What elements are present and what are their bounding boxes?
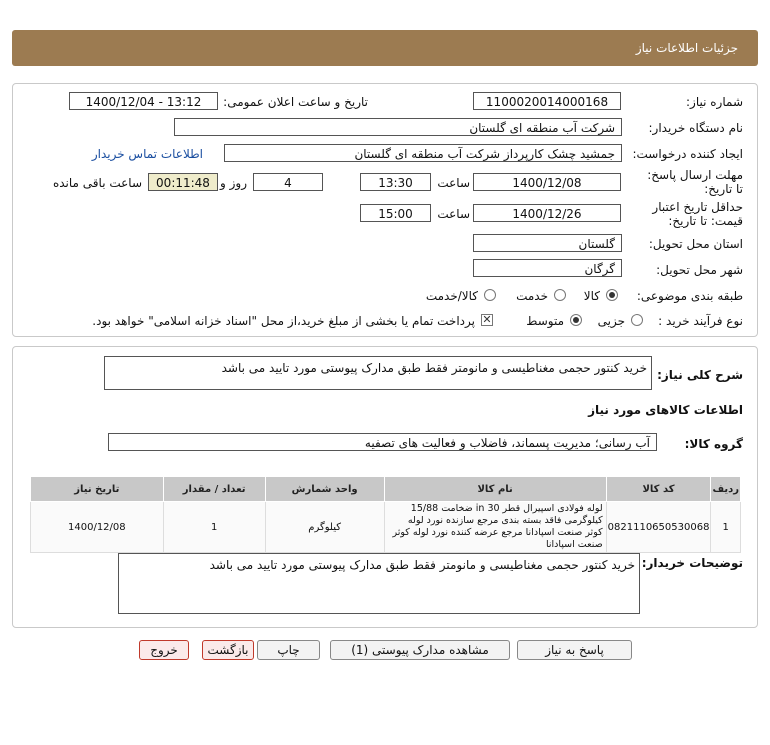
page-header: جزئیات اطلاعات نیاز (12, 30, 758, 66)
treasury-payment-note: پرداخت تمام یا بخشی از مبلغ خرید،از محل "اسناد خزانه اسلامی" خواهد بود. (92, 314, 475, 328)
province-field: گلستان (473, 234, 622, 252)
remaining-label: ساعت باقی مانده (52, 176, 142, 190)
category-radio-goods-service[interactable] (484, 289, 496, 301)
treasury-payment-checkbox[interactable]: ✕ (482, 313, 492, 326)
validity-date-field: 1400/12/26 (473, 204, 621, 222)
col-code: کد کالا (606, 477, 711, 502)
province-label: استان محل تحویل: (648, 237, 743, 251)
category-option-goods-service: کالا/خدمت (425, 289, 478, 303)
announce-label: تاریخ و ساعت اعلان عمومی: (223, 95, 368, 109)
category-radio-service[interactable] (554, 289, 566, 301)
buyer-notes-label: توضیحات خریدار: (641, 556, 743, 570)
buyer-label: نام دستگاه خریدار: (648, 121, 743, 135)
summary-label: شرح کلی نیاز: (657, 368, 743, 382)
col-qty: تعداد / مقدار (163, 477, 265, 502)
col-unit: واحد شمارش (265, 477, 384, 502)
process-option-minor: جزیی (597, 314, 625, 328)
need-number-label: شماره نیاز: (686, 95, 743, 109)
buyer-notes-field: خرید کنتور حجمی مغناطیسی و مانومتر فقط طبق مدارک پیوستی مورد تایید می باشد (118, 553, 640, 614)
cell-name: لوله فولادی اسپیرال قطر 30 in ضخامت 15/88 کیلوگرمی فاقد بسته بندی مرجع سازنده نورد لوله کوثر صنعت اسپادانا مرجع عرضه کننده نورد لوله کوثر صنعت اسپادانا (384, 502, 606, 553)
view-attachments-button[interactable]: مشاهده مدارک پیوستی (1) (330, 640, 510, 660)
requester-field: جمشید چشک کارپرداز شرکت آب منطقه ای گلستان (224, 144, 622, 162)
col-row: ردیف (711, 477, 741, 502)
goods-group-label: گروه کالا: (684, 437, 743, 451)
validity-time-field: 15:00 (360, 204, 431, 222)
cell-date: 1400/12/08 (31, 502, 164, 553)
back-button[interactable]: بازگشت (202, 640, 254, 660)
col-date: تاریخ نیاز (31, 477, 164, 502)
announce-field: 1400/12/04 - 13:12 (69, 92, 218, 110)
days-label: روز و (220, 176, 247, 190)
goods-section-title: اطلاعات کالاهای مورد نیاز (588, 403, 743, 417)
process-label: نوع فرآیند خرید : (658, 314, 743, 328)
cell-unit: کیلوگرم (265, 502, 384, 553)
remaining-time-field: 00:11:48 (148, 173, 218, 191)
category-label: طبقه بندی موضوعی: (636, 289, 743, 303)
print-button[interactable]: چاپ (257, 640, 320, 660)
goods-group-field: آب رسانی؛ مدیریت پسماند، فاضلاب و فعالیت های تصفیه (108, 433, 657, 451)
need-number-field: 1100020014000168 (473, 92, 621, 110)
goods-table-header (31, 477, 741, 502)
deadline-time-field: 13:30 (360, 173, 431, 191)
validity-label: حداقل تاریخ اعتبار قیمت: تا تاریخ: (652, 200, 743, 228)
summary-field: خرید کنتور حجمی مغناطیسی و مانومتر فقط طبق مدارک پیوستی مورد تایید می باشد (104, 356, 652, 390)
process-radio-medium[interactable] (570, 314, 582, 326)
cell-code: 0821110650530068 (606, 502, 711, 553)
cell-row: 1 (711, 502, 741, 553)
category-option-goods: کالا (583, 289, 600, 303)
table-row (31, 502, 741, 553)
city-label: شهر محل تحویل: (656, 263, 743, 277)
requester-label: ایجاد کننده درخواست: (632, 147, 743, 161)
cell-qty: 1 (163, 502, 265, 553)
process-radio-minor[interactable] (631, 314, 643, 326)
days-field: 4 (253, 173, 323, 191)
category-option-service: خدمت (516, 289, 548, 303)
deadline-time-label: ساعت (437, 176, 470, 190)
goods-table (30, 476, 741, 553)
validity-time-label: ساعت (437, 207, 470, 221)
category-radio-goods[interactable] (606, 289, 618, 301)
process-option-medium: متوسط (526, 314, 564, 328)
exit-button[interactable]: خروج (139, 640, 189, 660)
city-field: گرگان (473, 259, 622, 277)
reply-button[interactable]: پاسخ به نیاز (517, 640, 632, 660)
contact-buyer-link[interactable]: اطلاعات تماس خریدار (91, 147, 203, 161)
deadline-date-field: 1400/12/08 (473, 173, 621, 191)
buyer-field: شرکت آب منطقه ای گلستان (174, 118, 622, 136)
deadline-label: مهلت ارسال پاسخ: تا تاریخ: (647, 168, 743, 196)
col-name: نام کالا (384, 477, 606, 502)
